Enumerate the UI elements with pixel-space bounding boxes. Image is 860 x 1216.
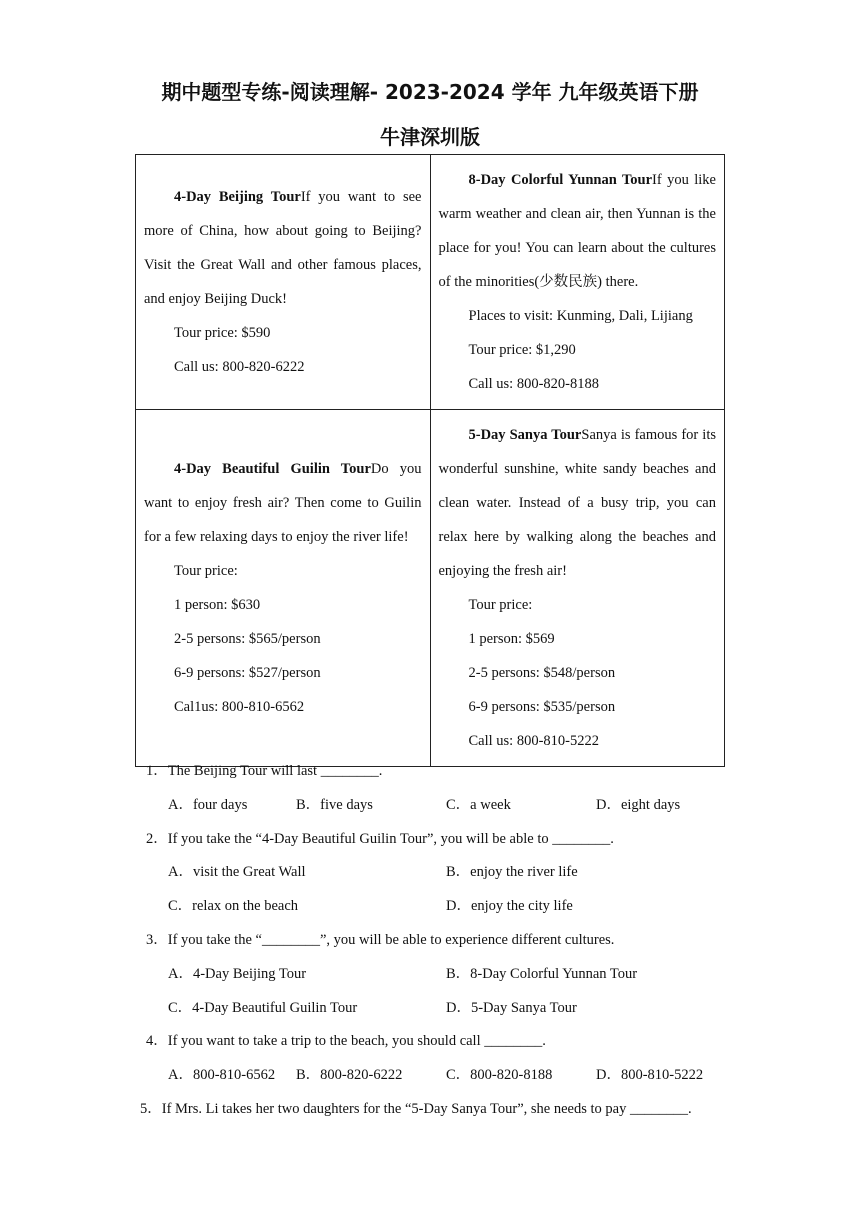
question-3-options-row1: [140, 958, 740, 992]
q4-option-a: A．800-810-6562: [168, 1067, 276, 1084]
question-1-options: [140, 789, 740, 823]
question-3: 3．If you take the “________”, you will be able to experience different cultures.: [146, 931, 615, 948]
guilin-tour-call: Cal1us: 800-810-6562: [174, 699, 305, 715]
yunnan-tour-cell: [430, 155, 725, 410]
guilin-tour-cell: [136, 410, 431, 767]
question-4-options: [140, 1059, 740, 1093]
question-1: 1．The Beijing Tour will last ________.: [146, 763, 383, 779]
question-2: 2．If you take the “4-Day Beautiful Guilin Tour”, you will be able to ________.: [146, 830, 614, 847]
beijing-tour-desc: If you want to see more of China, how about going to Beijing? Visit the Great Wall and other famous places, and enjoy Beijing Duck!: [144, 189, 422, 307]
q1-option-b: B．five days: [296, 796, 373, 813]
guilin-tour-desc: Do you want to enjoy fresh air? Then come to Guilin for a few relaxing days to enjoy the river life!: [144, 461, 422, 545]
tours-table: [135, 154, 725, 767]
question-2-options-row2: [140, 890, 740, 924]
yunnan-tour-desc: If you like warm weather and clean air, then Yunnan is the place for you! You can learn about the cultures of the minorities(少数民族) there.: [438, 172, 716, 290]
sanya-price-label: Tour price:: [468, 597, 533, 613]
sanya-tour-call: Call us: 800-810-5222: [468, 733, 599, 749]
guilin-price-label: Tour price:: [174, 563, 238, 579]
q1-option-a: A．four days: [168, 796, 248, 813]
page-title: 期中题型专练-阅读理解- 2023-2024 学年 九年级英语下册: [161, 80, 699, 104]
beijing-tour-name: 4-Day Beijing Tour: [174, 189, 301, 205]
question-4: 4．If you want to take a trip to the beach, you should call ________.: [146, 1033, 546, 1050]
q3-option-a: A．4-Day Beijing Tour: [168, 965, 307, 982]
q4-option-d: D．800-810-5222: [596, 1067, 704, 1084]
q3-option-b: B．8-Day Colorful Yunnan Tour: [446, 965, 638, 982]
q1-option-c: C．a week: [446, 796, 511, 813]
q2-option-d: D．enjoy the city life: [446, 898, 573, 915]
sanya-price-1: 1 person: $569: [468, 631, 555, 647]
q3-option-c: C．4-Day Beautiful Guilin Tour: [168, 999, 358, 1016]
beijing-tour-price: Tour price: $590: [174, 325, 271, 341]
beijing-tour-cell: [136, 155, 431, 410]
beijing-tour-call: Call us: 800-820-6222: [174, 359, 305, 375]
guilin-price-2: 2-5 persons: $565/person: [174, 631, 321, 647]
guilin-price-3: 6-9 persons: $527/person: [174, 665, 321, 681]
q2-option-a: A．visit the Great Wall: [168, 864, 306, 881]
sanya-price-2: 2-5 persons: $548/person: [468, 665, 616, 681]
question-3-options-row2: [140, 992, 740, 1026]
yunnan-tour-places: Places to visit: Kunming, Dali, Lijiang: [468, 308, 693, 324]
question-2-options-row1: [140, 856, 740, 890]
q3-option-d: D．5-Day Sanya Tour: [446, 999, 577, 1016]
guilin-tour-name: 4-Day Beautiful Guilin Tour: [174, 461, 371, 477]
q2-option-b: B．enjoy the river life: [446, 864, 578, 881]
q4-option-b: B．800-820-6222: [296, 1067, 403, 1084]
guilin-price-1: 1 person: $630: [174, 597, 261, 613]
q1-option-d: D．eight days: [596, 796, 681, 813]
yunnan-tour-call: Call us: 800-820-8188: [468, 376, 599, 392]
sanya-tour-desc: Sanya is famous for its wonderful sunshine, white sandy beaches and clean water. Instead of a busy trip, you can relax here by walking along the beaches and enjoying the fresh air!: [438, 427, 716, 579]
sanya-tour-name: 5-Day Sanya Tour: [468, 427, 582, 443]
page-subtitle: 牛津深圳版: [380, 125, 480, 149]
q2-option-c: C．relax on the beach: [168, 898, 299, 915]
questions-section: [140, 755, 740, 1127]
sanya-price-3: 6-9 persons: $535/person: [468, 699, 616, 715]
question-5: 5．If Mrs. Li takes her two daughters for the “5-Day Sanya Tour”, she needs to pay ________.: [140, 1100, 692, 1117]
yunnan-tour-name: 8-Day Colorful Yunnan Tour: [468, 172, 653, 188]
q4-option-c: C．800-820-8188: [446, 1067, 553, 1084]
sanya-tour-cell: [430, 410, 725, 767]
yunnan-tour-price: Tour price: $1,290: [468, 342, 576, 358]
